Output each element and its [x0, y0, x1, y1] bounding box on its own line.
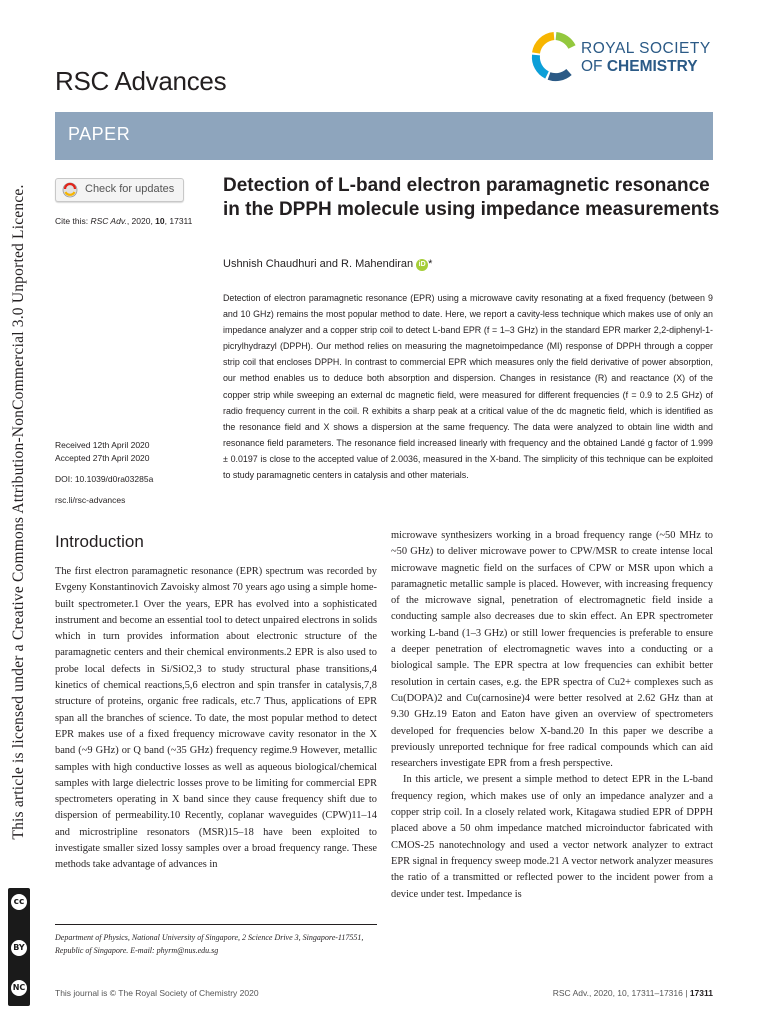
check-for-updates-button[interactable] [55, 178, 184, 202]
received-date: Received 12th April 2020 [55, 440, 150, 450]
cc-by-icon: BY [11, 940, 27, 956]
cc-icon: cc [11, 894, 27, 910]
body-column-right [391, 528, 713, 903]
rsc-logo[interactable] [531, 31, 721, 91]
section-heading-introduction: Introduction [55, 532, 144, 551]
check-updates-label: Check for updates [85, 183, 175, 195]
article-title: Detection of L-band electron paramagnetic resonance in the DPPH molecule using impedance measurements [223, 175, 720, 220]
accepted-date: Accepted 27th April 2020 [55, 453, 150, 463]
doi-link[interactable]: DOI: 10.1039/d0ra03285a [55, 474, 154, 484]
article-type-banner [55, 112, 713, 160]
footer-citation: RSC Adv., 2020, 10, 17311–17316 [552, 988, 683, 998]
cc-nc-icon: NC [11, 980, 27, 996]
publisher-line-1: ROYAL SOCIETY [581, 40, 711, 57]
affiliation-footnote: Department of Physics, National University of Singapore, 2 Science Drive 3, Singapore-117551, Republic of Singapore. E-mail: phyrm@nus.edu.sg [55, 933, 364, 955]
check-updates-icon [62, 182, 78, 198]
paragraph: microwave synthesizers working in a broad frequency range (~50 MHz to ~50 GHz) to deliver microwave power to CPW/MSR to create intense local microwave magnetic field on the surfaces of CPW or MSR upon which a paramagnetic metallic sample is placed. However, with increasing frequency of the microwave signal, penetration of electromagnetic field inside a conducting sample also decreases due to skin effect. An EPR spectrometer working L-band (1–3 GHz) or still lower frequencies is preferable to ensure a deeper penetration of electromagnetic waves into a conducting or a biological sample. The EPR spectra at low frequencies can exhibit better resolution in certain cases, e.g. the EPR spectra of Cu2+ complexes such as Cu(DOPA)2 and Cu(carnosine)4 were better resolved at 2.62 GHz than at 9.30 GHz.19 Eaton and Eaton have given an overview of spectrometers developed for frequencies below X-band.20 In this paper we describe a previously unreported technique for free radical compounds which can aid researchers investigate EPR from a fresh perspective. [391, 530, 713, 770]
paragraph: In this article, we present a simple method to detect EPR in the L-band frequency region, which makes use of only an impedance analyzer and a copper strip coil. In a closely related work, Kitagawa studied EPR of DPPH placed above a 50 ohm impedance matched microinductor fabricated with CMOS-25 nanotechnology and used a vector network analyzer to extract EPR signal in frequency sweep mode.21 A vector network analyzer measures the ratio of a transmitted or reflected power to the incident power from a device under test. Impedance is [391, 774, 713, 900]
publisher-line-2: OF CHEMISTRY [581, 58, 698, 75]
copyright-footer: This journal is © The Royal Society of Chemistry 2020 [55, 988, 259, 998]
abstract: Detection of electron paramagnetic resonance (EPR) using a microwave cavity resonating at a fixed frequency (between 9 and 10 GHz) remains the most popular method to date. Here, we report a cavity-less technique which makes use of only an impedance analyzer and a copper strip coil to detect L-band EPR (f = 1–3 GHz) in the standard EPR marker 2,2-diphenyl-1-picrylhydrazyl (DPPH). Our method relies on measuring the magnetoimpedance (MI) response of DPPH through a copper strip coil that encloses DPPH. In contrast to commercial EPR which measures only the field derivative of power absorption, our method enables us to deduce both absorption and dispersion. Changes in resistance (R) and reactance (X) of the copper strip while sweeping an external dc magnetic field, were measured for different frequencies (f = 0.9 to 2.5 GHz) of radio frequency current in the coil. R exhibits a sharp peak at a critical value of the dc magnetic field, which is identified as the resonance field and X shows a dispersion at the same frequency. The data were analyzed to obtain line width and resonance field parameters. The resonance field increased linearly with frequency and the obtained Landé g factor of 1.999 ± 0.0197 is close to the accepted value of 2.0036, measured in the X-band. The simplicity of this technique can be exploited to study paramagnetic centers in catalysis and other materials. [223, 293, 713, 481]
cite-this: Cite this: RSC Adv., 2020, 10, 17311 [55, 216, 193, 226]
rsc-logo-icon [531, 31, 577, 85]
journal-url-link[interactable]: rsc.li/rsc-advances [55, 495, 126, 505]
author-list: Ushnish Chaudhuri and R. Mahendiran iD * [223, 258, 433, 270]
page-footer: RSC Adv., 2020, 10, 17311–17316 | 17311 [552, 988, 713, 998]
license-sidebar [0, 0, 40, 1024]
journal-name: RSC Advances [55, 66, 227, 96]
body-column-left: The first electron paramagnetic resonance (EPR) spectrum was recorded by Evgeny Konstantinovich Zavoisky almost 70 years ago using a simple home-built spectrometer.1 Over the years, EPR has evolved into a sophisticated instrument and become an essential tool to detect unpaired electrons in solids which in turn provides information about electronic structure of the paramagnetic centers and their chemical environments.2 EPR is also used to probe local defects in Si/SiO2,3 to study structural phase transitions,4 kinetics of chemical reactions,5,6 electron and spin transfer in catalysis,7,8 structure of proteins, organic free radicals, etc.7 Thus, applications of EPR span all the branches of science. To date, the most popular method to detect EPR makes use of a fixed frequency microwave cavity resonator in the X band (~9 GHz) or Q band (~35 GHz) frequency regime.9 However, metallic samples with high conductive losses as well as aqueous biological/chemical samples with large dielectric losses prove to be limiting for commercial EPR spectrometers operating in X band since they cause frequency shift due to dispersion of permeability.10 Recently, coplanar waveguides (CPW)11–14 and microstripline resonators (MSR)15–18 have been exploited to investigate smaller sized lossy samples over a broad frequency range. These methods take advantage of advances in [55, 566, 377, 871]
footnote-divider [55, 924, 377, 925]
orcid-icon[interactable]: iD [416, 259, 428, 271]
cc-by-nc-badge[interactable] [8, 888, 30, 1006]
license-text[interactable]: This article is licensed under a Creative Commons Attribution-NonCommercial 3.0 Unported Licence. [10, 184, 27, 840]
article-type-label: PAPER [68, 124, 131, 144]
page-number: 17311 [689, 988, 713, 998]
